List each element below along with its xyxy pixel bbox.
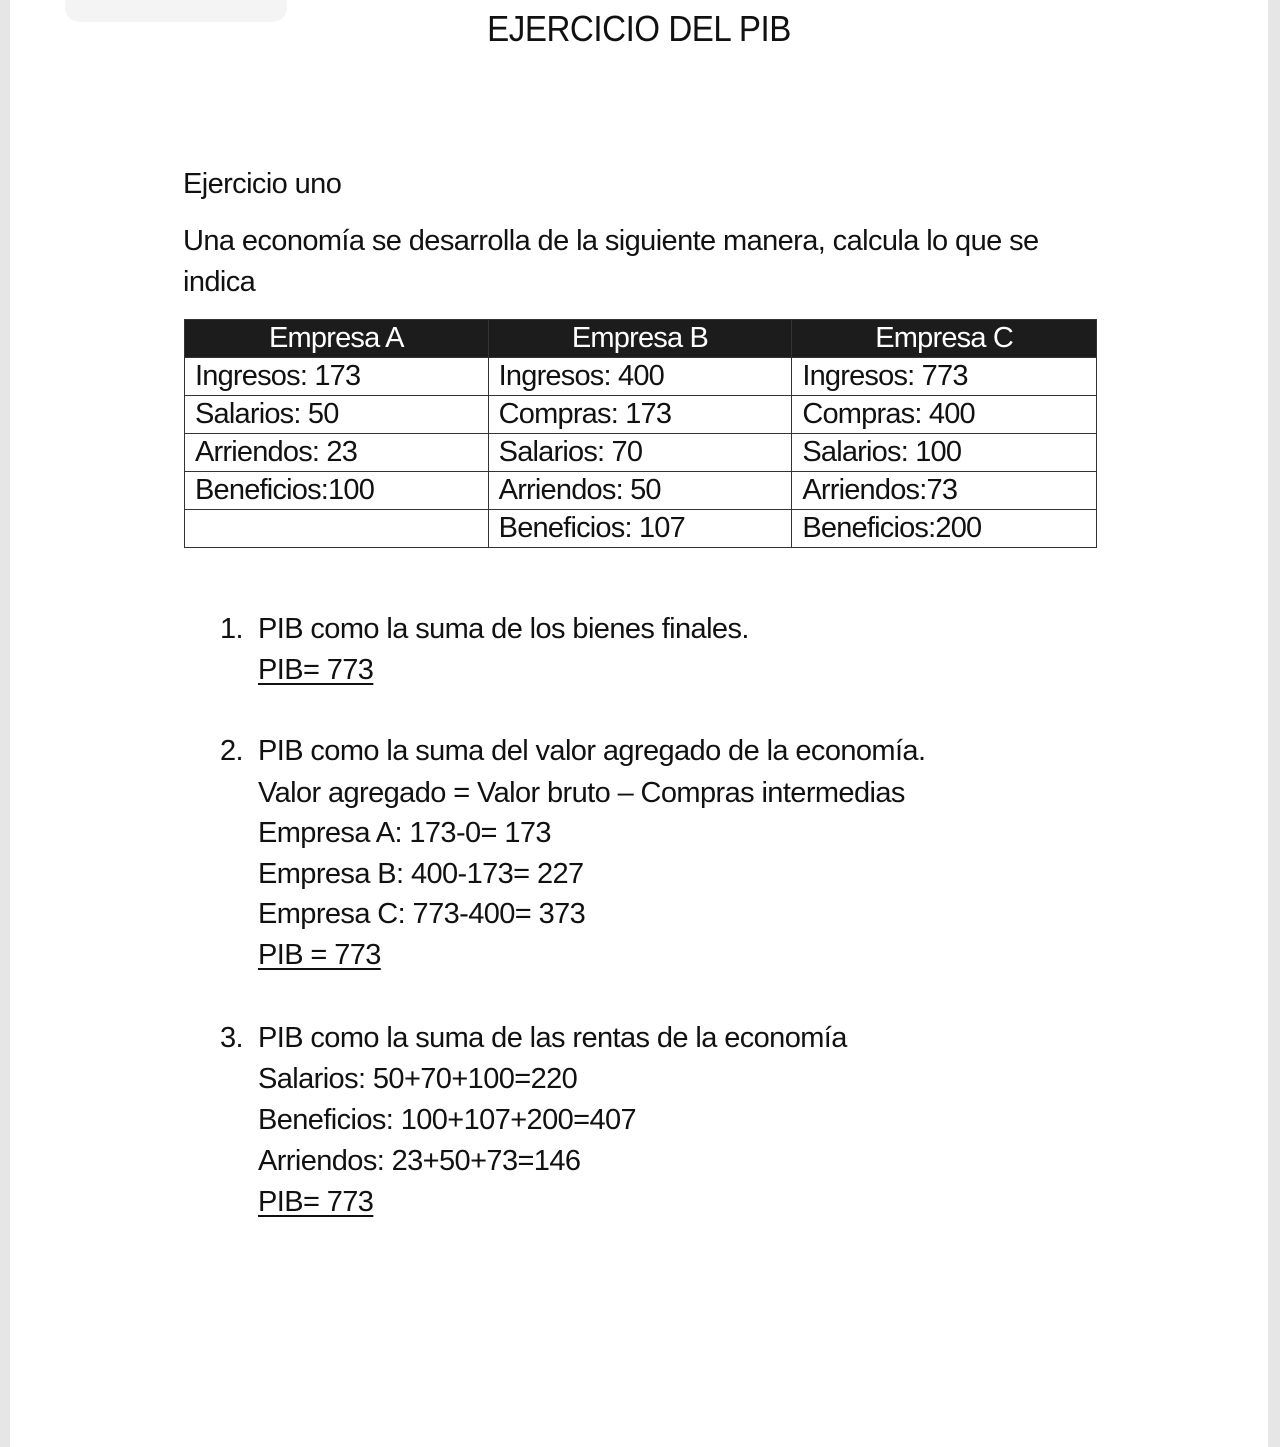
- question-title: PIB como la suma del valor agregado de la economía.: [258, 735, 926, 767]
- header-empresa-b: Empresa B: [488, 320, 792, 358]
- intro-text-line-2: indica: [183, 266, 256, 298]
- table-cell: Ingresos: 400: [488, 358, 792, 396]
- table-row: [185, 396, 1097, 434]
- document-page: [10, 0, 1268, 1447]
- table-cell: Arriendos: 23: [185, 434, 489, 472]
- table-row: [185, 434, 1097, 472]
- table-cell: [185, 510, 489, 548]
- table-cell: Beneficios:100: [185, 472, 489, 510]
- table-cell: Compras: 173: [488, 396, 792, 434]
- table-cell: Arriendos: 50: [488, 472, 792, 510]
- question-line: Empresa A: 173-0= 173: [258, 817, 551, 849]
- question-number: 3.: [220, 1022, 243, 1054]
- question-line: Empresa C: 773-400= 373: [258, 898, 586, 930]
- companies-table: [184, 319, 1097, 548]
- table-cell: Ingresos: 773: [792, 358, 1097, 396]
- table-header-row: [185, 320, 1097, 358]
- table-row: [185, 472, 1097, 510]
- question-number: 1.: [220, 613, 243, 645]
- question-line: Arriendos: 23+50+73=146: [258, 1145, 581, 1177]
- table-row: [185, 358, 1097, 396]
- table-cell: Salarios: 50: [185, 396, 489, 434]
- question-result: PIB= 773: [258, 1186, 374, 1218]
- table-cell: Ingresos: 173: [185, 358, 489, 396]
- exercise-subtitle: Ejercicio uno: [183, 168, 342, 200]
- question-line: Empresa B: 400-173= 227: [258, 858, 584, 890]
- table-cell: Beneficios: 107: [488, 510, 792, 548]
- question-number: 2.: [220, 735, 243, 767]
- table-cell: Compras: 400: [792, 396, 1097, 434]
- page-title: EJERCICIO DEL PIB: [487, 8, 791, 49]
- table-cell: Salarios: 100: [792, 434, 1097, 472]
- table-row: [185, 510, 1097, 548]
- question-title: PIB como la suma de los bienes finales.: [258, 613, 749, 645]
- question-line: Salarios: 50+70+100=220: [258, 1063, 578, 1095]
- table-cell: Salarios: 70: [488, 434, 792, 472]
- intro-text-line-1: Una economía se desarrolla de la siguiente manera, calcula lo que se: [183, 225, 1039, 257]
- header-empresa-a: Empresa A: [185, 320, 489, 358]
- table-cell: Arriendos:73: [792, 472, 1097, 510]
- question-title: PIB como la suma de las rentas de la economía: [258, 1022, 847, 1054]
- question-result: PIB= 773: [258, 654, 374, 686]
- question-line: Valor agregado = Valor bruto – Compras intermedias: [258, 777, 905, 809]
- question-result: PIB = 773: [258, 939, 381, 971]
- question-line: Beneficios: 100+107+200=407: [258, 1104, 637, 1136]
- table-cell: Beneficios:200: [792, 510, 1097, 548]
- header-empresa-c: Empresa C: [792, 320, 1097, 358]
